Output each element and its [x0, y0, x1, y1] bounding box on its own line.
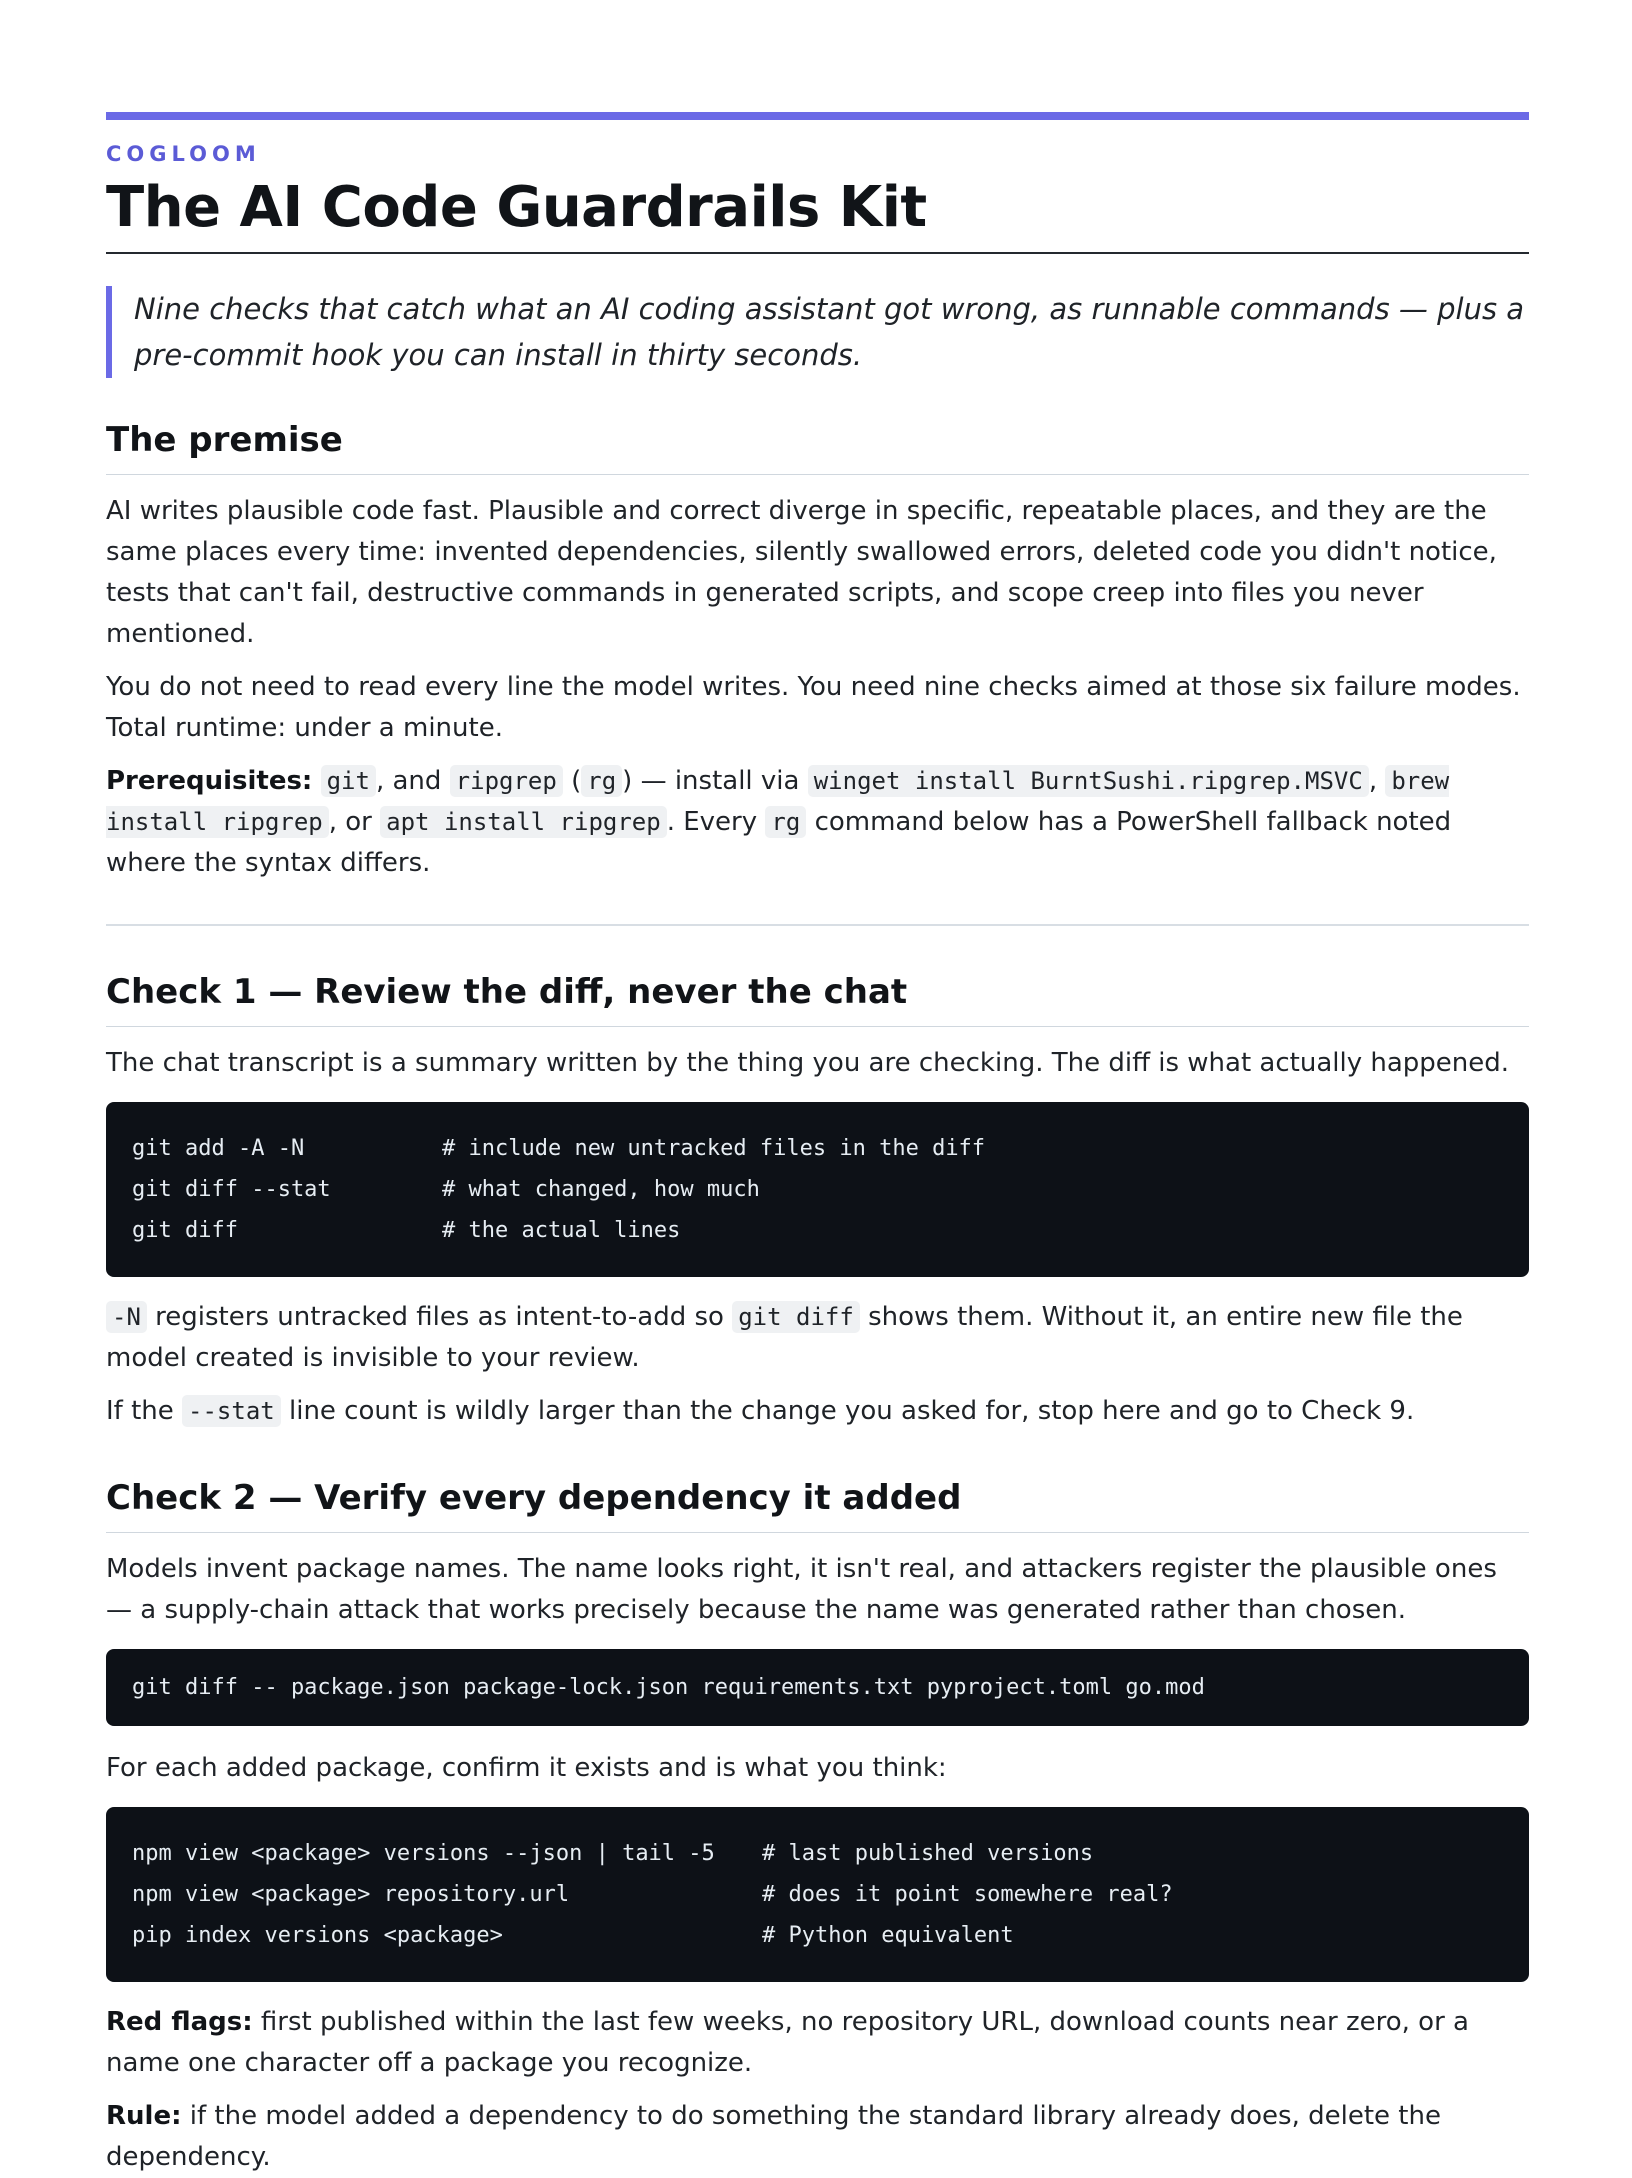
- code-apt: apt install ripgrep: [380, 806, 667, 838]
- premise-heading: The premise: [106, 420, 343, 460]
- code-line: [132, 1210, 1503, 1251]
- code-line: git diff -- package.json package-lock.json requirements.txt pyproject.toml go.mod: [132, 1675, 1205, 1700]
- code-command: git diff --stat: [132, 1177, 331, 1202]
- text: ,: [1368, 766, 1378, 796]
- lede-quote: Nine checks that catch what an AI coding assistant got wrong, as runnable commands — plus a pre-commit hook you can install in thirty seconds.: [106, 286, 1529, 378]
- prerequisites-label: Prerequisites:: [106, 766, 313, 796]
- title-underline: [106, 252, 1529, 254]
- code-line: [132, 1128, 1503, 1169]
- text: command below has a PowerShell fallback noted where the syntax differs.: [106, 807, 1452, 878]
- check2-mid-text: For each added package, confirm it exists and is what you think:: [106, 1753, 947, 1783]
- text: registers untracked files as intent-to-add so: [155, 1302, 724, 1332]
- code-comment: # the actual lines: [442, 1218, 681, 1243]
- check2-rule: [106, 2096, 1529, 2178]
- text: shows them. Without it, an entire new file the model created is invisible to your review.: [106, 1302, 1463, 1373]
- code-comment: # last published versions: [762, 1841, 1094, 1866]
- premise-paragraph-2: You do not need to read every line the model writes. You need nine checks aimed at those six failure modes. Total runtime: under a minute.: [106, 672, 1521, 743]
- text: ) — install via: [622, 766, 800, 796]
- code-command: git add -A -N: [132, 1136, 305, 1161]
- page-title: The AI Code Guardrails Kit: [106, 175, 927, 240]
- check2-code-block-2: [106, 1807, 1529, 1982]
- red-flags-label: Red flags:: [106, 2007, 253, 2037]
- code-command: git diff: [132, 1218, 238, 1243]
- text: first published within the last few weeks, no repository URL, download counts near zero, or a name one character off a package you recognize.: [106, 2007, 1469, 2078]
- document: [106, 112, 1529, 2178]
- prerequisites-paragraph: [106, 761, 1529, 884]
- code-line: [132, 1915, 1503, 1956]
- accent-rule: [106, 112, 1529, 120]
- code-line: [132, 1169, 1503, 1210]
- premise-paragraph-1: AI writes plausible code fast. Plausible and correct diverge in specific, repeatable places, and they are the same places every time: invented dependencies, silently swallowed errors, deleted code you didn't notice, tests that can't fail, destructive commands in generated scripts, and scope creep into files you never mentioned.: [106, 496, 1497, 649]
- code-line: [132, 1874, 1503, 1915]
- check1-note-2: [106, 1391, 1529, 1432]
- brand-label: COGLOOM: [106, 142, 261, 166]
- check1-heading: Check 1 — Review the diff, never the chat: [106, 972, 908, 1012]
- rule-label: Rule:: [106, 2101, 182, 2131]
- code-ripgrep: ripgrep: [450, 765, 563, 797]
- code-rg: rg: [581, 765, 622, 797]
- check1-note-1: [106, 1297, 1529, 1379]
- check2-red-flags: [106, 2002, 1529, 2084]
- text: (: [571, 766, 582, 796]
- code-command: npm view <package> versions --json | tail -5: [132, 1841, 715, 1866]
- code-comment: # what changed, how much: [442, 1177, 760, 1202]
- check2-intro: Models invent package names. The name looks right, it isn't real, and attackers register the plausible ones — a supply-chain attack that works precisely because the name was generated rather than chosen.: [106, 1554, 1497, 1625]
- code-flag-stat: --stat: [182, 1395, 281, 1427]
- code-git: git: [321, 765, 376, 797]
- code-comment: # include new untracked files in the diff: [442, 1136, 986, 1161]
- text: , or: [328, 807, 372, 837]
- check1-heading-wrap: [106, 970, 1529, 1027]
- code-line: [132, 1833, 1503, 1874]
- code-command: npm view <package> repository.url: [132, 1882, 570, 1907]
- code-comment: # does it point somewhere real?: [762, 1882, 1173, 1907]
- code-command: pip index versions <package>: [132, 1923, 503, 1948]
- text: If the: [106, 1396, 174, 1426]
- check2-code-block-1: [106, 1649, 1529, 1726]
- code-comment: # Python equivalent: [762, 1923, 1014, 1948]
- check1-code-block: [106, 1102, 1529, 1277]
- check1-intro: The chat transcript is a summary written by the thing you are checking. The diff is what actually happened.: [106, 1048, 1510, 1078]
- code-git-diff: git diff: [732, 1301, 860, 1333]
- code-brew: brew install ripgrep: [106, 767, 1450, 836]
- text: line count is wildly larger than the change you asked for, stop here and go to Check 9.: [289, 1396, 1415, 1426]
- text: , and: [375, 766, 442, 796]
- section-divider: [106, 924, 1529, 926]
- text: . Every: [666, 807, 758, 837]
- check2-heading: Check 2 — Verify every dependency it added: [106, 1478, 962, 1518]
- code-rg-2: rg: [765, 806, 806, 838]
- code-flag-n: -N: [106, 1301, 147, 1333]
- code-winget: winget install BurntSushi.ripgrep.MSVC: [808, 765, 1369, 797]
- check2-heading-wrap: [106, 1476, 1529, 1533]
- text: if the model added a dependency to do something the standard library already does, delete the dependency.: [106, 2101, 1441, 2172]
- premise-heading-wrap: [106, 418, 1529, 475]
